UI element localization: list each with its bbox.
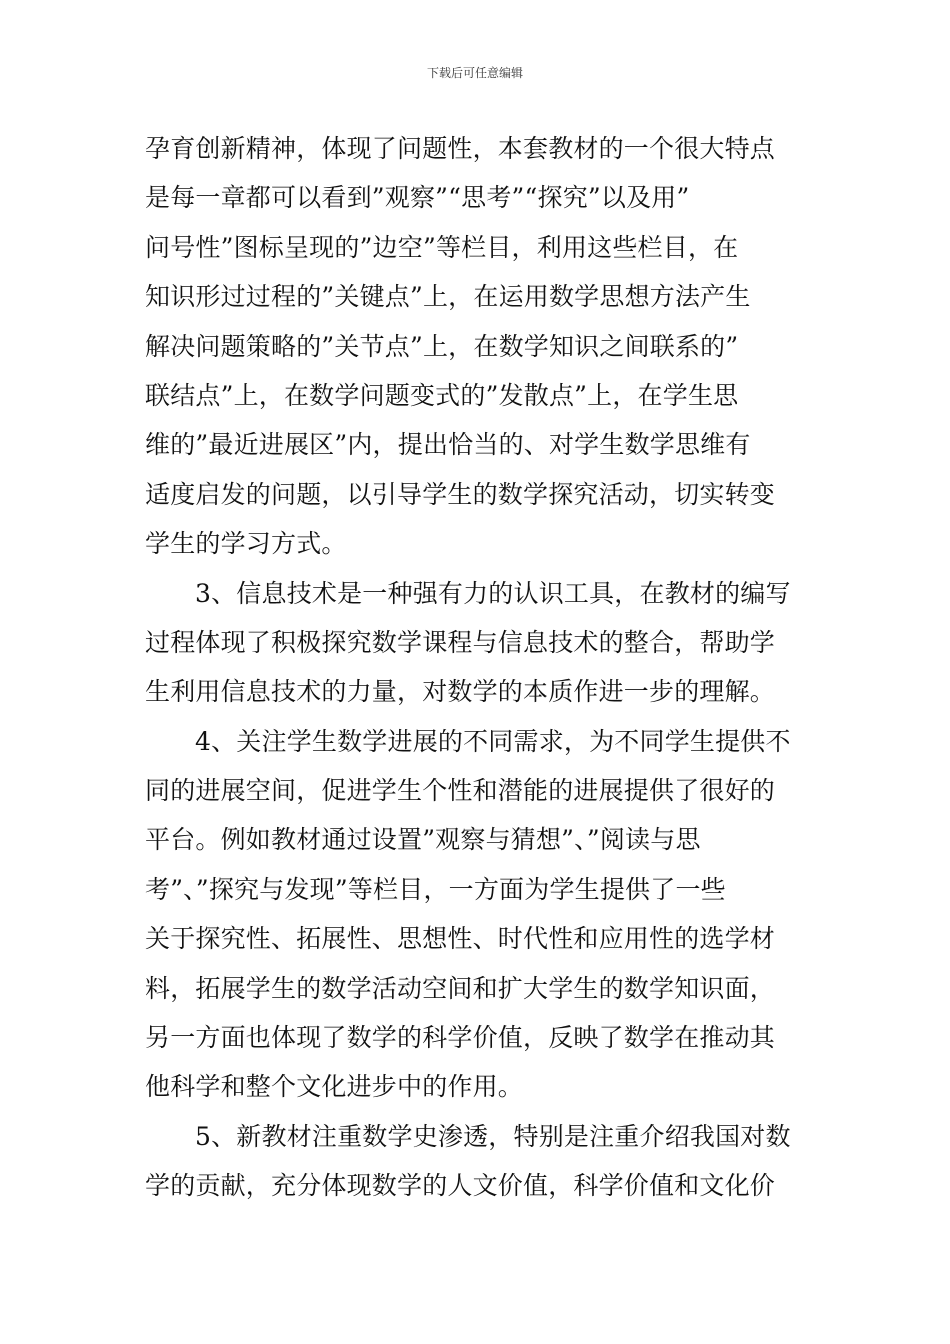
text-line: 学生的学习方式。 <box>145 529 347 559</box>
text-line: 知识形过过程的”关键点”上，在运用数学思想方法产生 <box>145 282 751 312</box>
text-line: 平台。例如教材通过设置”观察与猜想”、”阅读与思 <box>145 825 701 855</box>
text-line: 学的贡献，充分体现数学的人文价值，科学价值和文化价 <box>145 1171 776 1201</box>
text-line: 生利用信息技术的力量，对数学的本质作进一步的理解。 <box>145 677 776 707</box>
text-line: 过程体现了积极探究数学课程与信息技术的整合，帮助学 <box>145 627 776 657</box>
text-line: 解决问题策略的”关节点”上，在数学知识之间联系的” <box>145 331 739 361</box>
text-line: 适度启发的问题，以引导学生的数学探究活动，切实转变 <box>145 479 776 509</box>
text-line: 料，拓展学生的数学活动空间和扩大学生的数学知识面， <box>145 973 776 1003</box>
text-line: 他科学和整个文化进步中的作用。 <box>145 1072 524 1102</box>
text-line: 同的进展空间，促进学生个性和潜能的进展提供了很好的 <box>145 776 776 806</box>
text-line: 联结点”上，在数学问题变式的”发散点”上，在学生思 <box>145 380 739 410</box>
text-line: 孕育创新精神，体现了问题性，本套教材的一个很大特点 <box>145 134 776 163</box>
page-header: 下载后可任意编辑 <box>426 66 523 80</box>
text-line: 考”、”探究与发现”等栏目，一方面为学生提供了一些 <box>145 874 726 904</box>
paragraph-start-line: 3、信息技术是一种强有力的认识工具，在教材的编写 <box>195 578 791 608</box>
paragraph-start-line: 4、关注学生数学进展的不同需求，为不同学生提供不 <box>195 726 791 756</box>
document-body <box>145 124 811 1211</box>
paragraph-start-line: 5、新教材注重数学史渗透，特别是注重介绍我国对数 <box>195 1121 791 1151</box>
text-line: 另一方面也体现了数学的科学价值，反映了数学在推动其 <box>145 1023 776 1053</box>
text-line: 关于探究性、拓展性、思想性、时代性和应用性的选学材 <box>145 924 776 954</box>
text-line: 维的”最近进展区”内，提出恰当的、对学生数学思维有 <box>145 430 751 460</box>
text-line: 是每一章都可以看到”观察”“思考”“探究”以及用” <box>145 183 690 213</box>
text-line: 问号性”图标呈现的”边空”等栏目，利用这些栏目，在 <box>145 232 739 262</box>
